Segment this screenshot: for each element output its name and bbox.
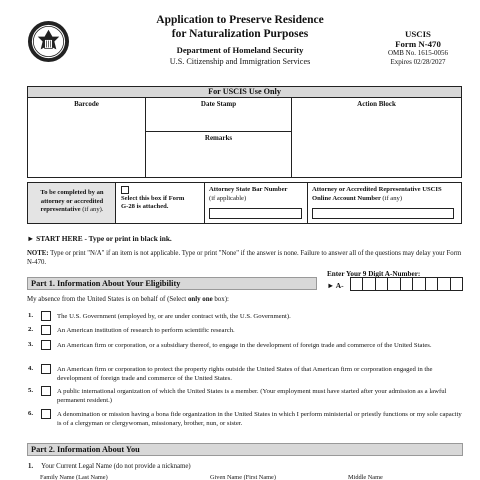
part-1-intro (27, 296, 229, 303)
part-1-heading: Part 1. Information About Your Eligibility (27, 277, 317, 290)
option-checkbox[interactable] (41, 340, 51, 350)
option-label: An American institution of research to perform scientific research. (57, 327, 235, 334)
omb-number: OMB No. 1615-0056 (387, 49, 449, 57)
bar-number-input[interactable] (209, 208, 302, 219)
a-number-digit-box[interactable] (376, 278, 388, 290)
part-2-heading: Part 2. Information About You (27, 443, 463, 456)
dhs-seal-icon (27, 20, 70, 63)
barcode-cell: Barcode (28, 98, 146, 177)
part-1-intro-start: My absence from the United States is on behalf of (Select (27, 296, 188, 303)
option-number: 6. (28, 410, 34, 417)
option-number: 5. (28, 387, 34, 394)
legal-name-question (28, 463, 191, 470)
g28-cell (116, 183, 205, 223)
part-1-intro-emphasis: only one (187, 296, 213, 303)
question-number: 1. (28, 463, 34, 470)
attorney-instruction-cell (28, 183, 116, 223)
account-number-sublabel: (if any) (382, 194, 403, 202)
date-stamp-cell: Date Stamp (146, 98, 292, 131)
g28-checkbox[interactable] (121, 186, 129, 194)
representative-word: representative (40, 206, 81, 214)
account-number-label: Attorney or Accredited Representative USCIS Online Account Number (312, 186, 442, 202)
option-number: 4. (28, 365, 34, 372)
expiration-date: Expires 02/28/2027 (390, 58, 446, 66)
form-number: Form N-470 (395, 39, 441, 49)
attorney-instruction-line-3 (32, 206, 112, 215)
a-number-digit-box[interactable] (363, 278, 375, 290)
bar-number-sublabel: (if applicable) (209, 194, 247, 202)
account-number-cell (308, 183, 461, 223)
option-checkbox[interactable] (41, 325, 51, 335)
form-title-line-2: for Naturalization Purposes (171, 28, 309, 40)
bar-number-label: Attorney State Bar Number (209, 186, 288, 193)
option-label: A public international organization of which the United States is a member. (Your employment must have started after your admission as a lawful permanent resident.) (57, 388, 447, 404)
a-number-digit-box[interactable] (401, 278, 413, 290)
option-checkbox[interactable] (41, 386, 51, 396)
remarks-cell: Remarks (146, 131, 292, 177)
option-number: 1. (28, 312, 34, 319)
a-number-digit-box[interactable] (451, 278, 462, 290)
start-here-instruction: ► START HERE - Type or print in black ink. (27, 234, 172, 243)
a-number-digit-box[interactable] (351, 278, 363, 290)
note-label: NOTE: (27, 250, 49, 257)
legal-name-question-text: Your Current Legal Name (do not provide a nickname) (41, 463, 191, 470)
note-text (27, 249, 465, 267)
account-number-input[interactable] (312, 208, 454, 219)
a-number-digit-box[interactable] (388, 278, 400, 290)
option-label: A denomination or mission having a bona fide organization in the United States in which I perform ministerial or priestly functions or my sole capacity is of a clergyman or clergywoman, missionary, brother, nun, or sister. (57, 411, 462, 427)
g28-label: Select this box if Form G-28 is attached. (121, 194, 185, 211)
option-label: The U.S. Government (employed by, or are under contract with, the U.S. Government). (57, 313, 291, 320)
bar-number-cell (205, 183, 308, 223)
attorney-instruction-line-2: attorney or accredited (40, 197, 104, 205)
a-number-prefix: ► A- (327, 281, 344, 290)
option-label: An American firm or corporation to protect the property rights outside the United States of that American firm or corporation engaged in the development of foreign trade and commerce of the United States. (57, 366, 433, 382)
agency-label: USCIS (405, 29, 431, 39)
option-number: 2. (28, 326, 34, 333)
given-name-label: Given Name (First Name) (210, 474, 276, 480)
form-title-block (130, 13, 350, 67)
attorney-instruction-line-1: To be completed by an (40, 189, 104, 196)
option-checkbox[interactable] (41, 364, 51, 374)
note-body: Type or print "N/A" if an item is not applicable. Type or print "None" if the answer is none. Failure to answer all of the questions may delay your Form N-470. (27, 250, 462, 266)
action-block-cell: Action Block (357, 100, 396, 108)
service-name: U.S. Citizenship and Immigration Services (169, 57, 311, 66)
option-label: An American firm or corporation, or a subsidiary thereof, to engage in the development of foreign trade and commerce of the United States. (57, 342, 432, 349)
form-id-block (373, 29, 463, 67)
middle-name-label: Middle Name (348, 474, 383, 480)
a-number-digit-box[interactable] (438, 278, 450, 290)
part-1-intro-end: box): (212, 296, 229, 303)
form-title-line-1: Application to Preserve Residence (156, 14, 324, 26)
option-number: 3. (28, 341, 34, 348)
option-checkbox[interactable] (41, 311, 51, 321)
a-number-label: Enter Your 9 Digit A-Number: (327, 270, 421, 278)
if-any-text: (if any). (82, 206, 104, 214)
attorney-row (27, 182, 462, 224)
a-number-input[interactable] (350, 277, 463, 291)
family-name-label: Family Name (Last Name) (40, 474, 108, 480)
department-name: Department of Homeland Security (176, 45, 304, 55)
option-checkbox[interactable] (41, 409, 51, 419)
uscis-use-only-box (27, 86, 462, 178)
a-number-digit-box[interactable] (426, 278, 438, 290)
uscis-use-only-heading: For USCIS Use Only (28, 87, 461, 98)
a-number-digit-box[interactable] (413, 278, 425, 290)
